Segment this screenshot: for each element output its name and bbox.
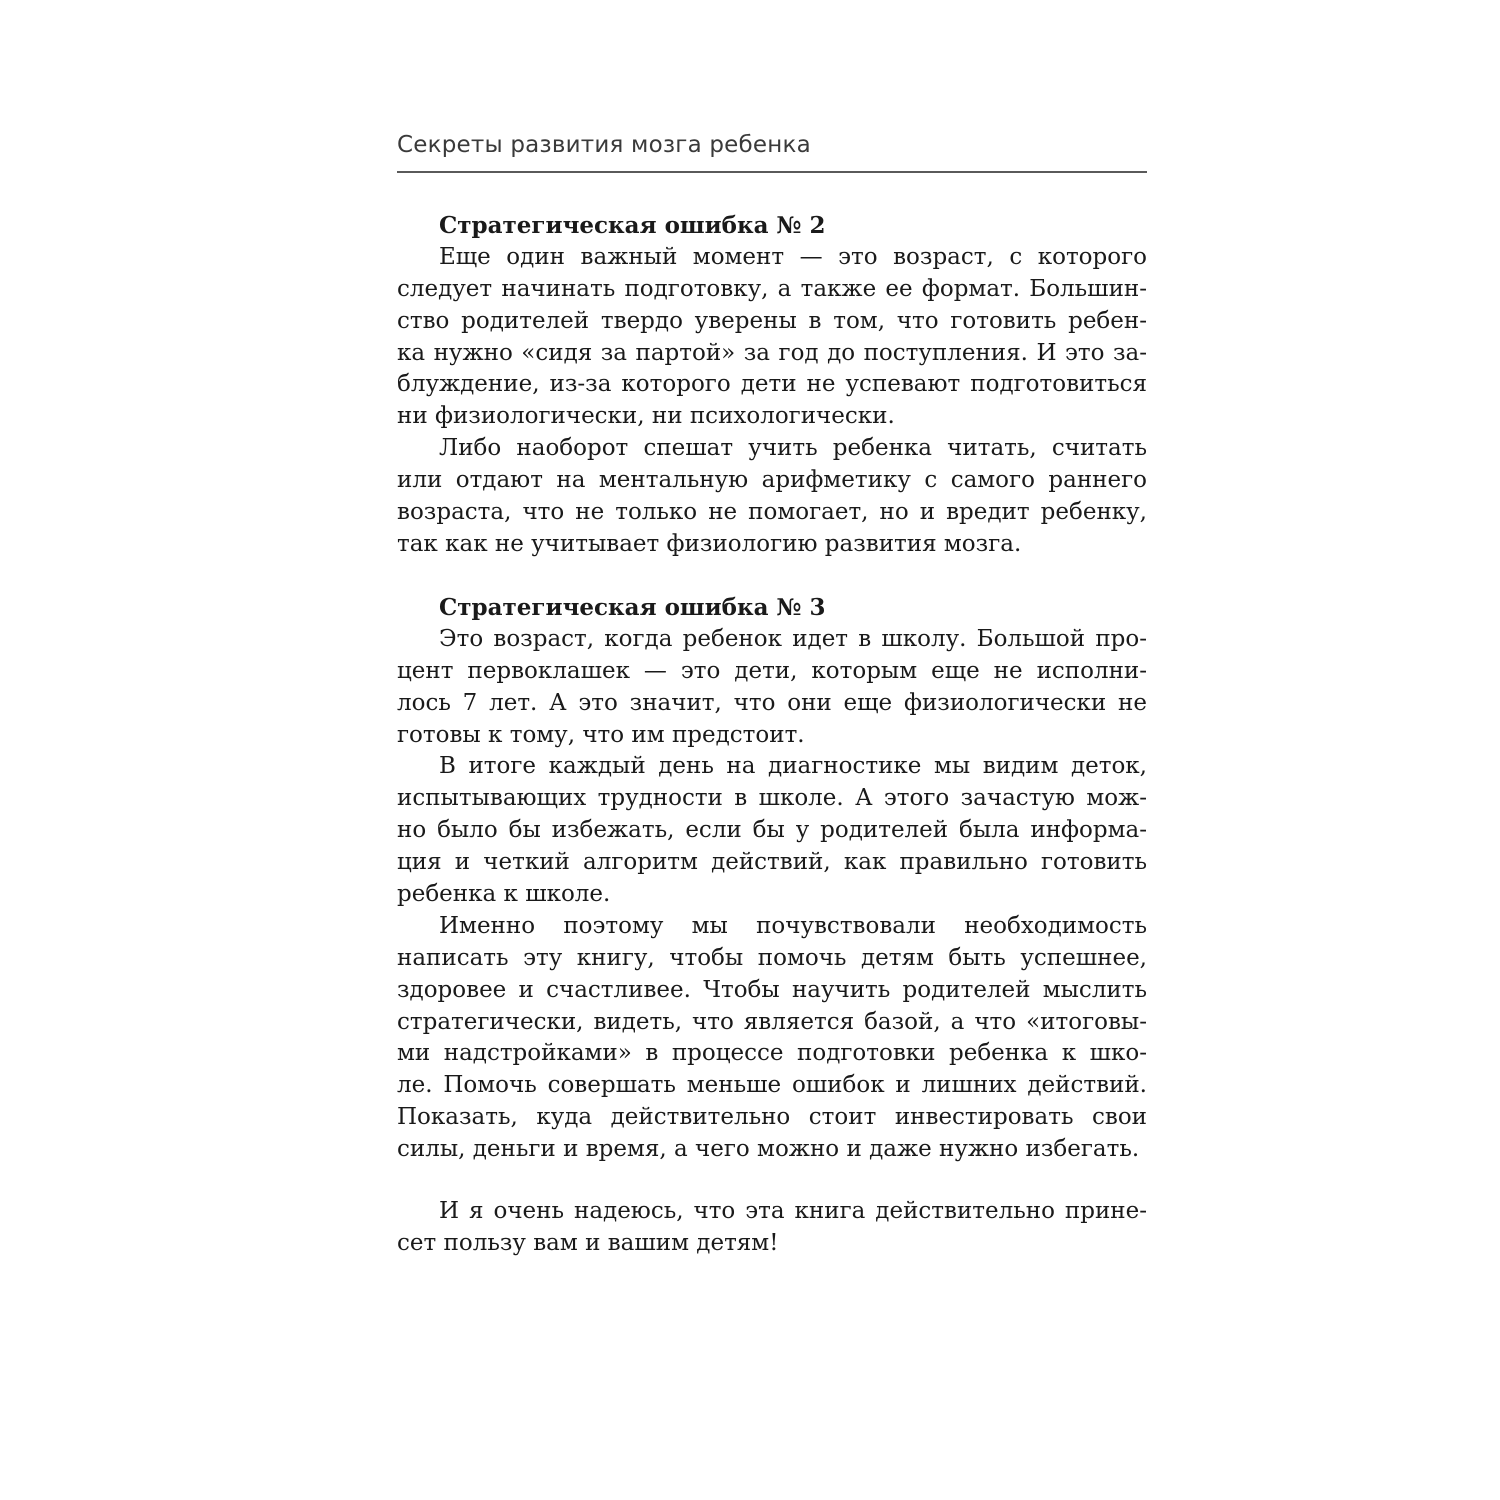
running-header-title: Секреты развития мозга ребенка	[397, 132, 811, 158]
text-line: ство родителей твердо уверены в том, что готовить ребен-	[397, 307, 1147, 334]
text-line: или отдают на ментальную арифметику с самого раннего	[397, 467, 1147, 494]
text-line: ле. Помочь совершать меньше ошибок и лишних действий.	[397, 1072, 1147, 1099]
header-rule	[397, 171, 1147, 173]
text-line: здоровее и счастливее. Чтобы научить родителей мыслить	[397, 976, 1147, 1003]
closing-paragraph	[397, 1196, 1147, 1260]
text-line: силы, деньги и время, а чего можно и даже нужно избегать.	[397, 1136, 1140, 1163]
text-line: написать эту книгу, чтобы помочь детям быть успешнее,	[397, 944, 1147, 971]
text-line: Это возраст, когда ребенок идет в школу. Большой про-	[439, 625, 1147, 652]
text-line: следует начинать подготовку, а также ее формат. Большин-	[397, 275, 1147, 302]
text-line: готовы к тому, что им предстоит.	[397, 721, 805, 748]
text-line: блуждение, из-за которого дети не успевают подготовиться	[397, 371, 1147, 398]
text-line: ни физиологически, ни психологически.	[397, 403, 895, 430]
text-line: ция и четкий алгоритм действий, как правильно готовить	[397, 849, 1147, 876]
section-heading: Стратегическая ошибка № 2	[439, 212, 826, 239]
section-heading: Стратегическая ошибка № 3	[439, 594, 826, 621]
text-line: Показать, куда действительно стоит инвестировать свои	[397, 1104, 1147, 1131]
section-strategic-mistake-3	[397, 592, 1147, 1166]
text-line: Именно поэтому мы почувствовали необходимость	[439, 912, 1147, 939]
section-strategic-mistake-2	[397, 210, 1147, 561]
text-line: так как не учитывает физиологию развития мозга.	[397, 530, 1022, 557]
text-line: В итоге каждый день на диагностике мы видим деток,	[439, 753, 1147, 780]
text-line: ребенка к школе.	[397, 881, 611, 908]
text-line: ка нужно «сидя за партой» за год до поступления. И это за-	[397, 339, 1147, 366]
text-line: испытывающих трудности в школе. А этого зачастую мож-	[397, 785, 1147, 812]
text-line: ми надстройками» в процессе подготовки ребенка к шко-	[397, 1040, 1147, 1067]
text-line: сет пользу вам и вашим детям!	[397, 1229, 779, 1256]
text-line: лось 7 лет. А это значит, что они еще физиологически не	[397, 689, 1147, 716]
text-line: Еще один важный момент — это возраст, с которого	[439, 243, 1147, 270]
text-line: Либо наоборот спешат учить ребенка читать, считать	[439, 435, 1147, 462]
text-line: цент первоклашек — это дети, которым еще не исполни-	[397, 657, 1147, 684]
text-line: возраста, что не только не помогает, но и вредит ребенку,	[397, 499, 1147, 526]
text-line: но было бы избежать, если бы у родителей была информа-	[397, 817, 1147, 844]
text-line: стратегически, видеть, что является базой, а что «итоговы-	[397, 1008, 1147, 1035]
text-line: И я очень надеюсь, что эта книга действительно прине-	[439, 1198, 1147, 1224]
